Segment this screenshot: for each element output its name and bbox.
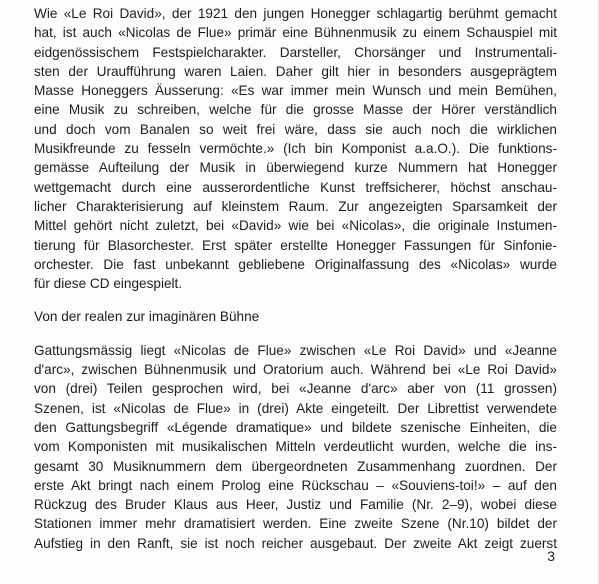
text-line: orchester. Die fast unbekannt gebliebene Originalfassung des «Nicolas» wurde bbox=[34, 256, 557, 272]
text-line: eine Musik zu schreiben, welche für die grosse Masse der Hörer verständlich bbox=[34, 102, 557, 118]
text-line: von (drei) Teilen gesprochen wird, bei «Jeanne d'arc» aber von (11 grossen) bbox=[34, 381, 557, 397]
text-column bbox=[34, 4, 557, 553]
text-line: hat, ist auch «Nicolas de Flue» primär eine Bühnenmusik zu einem Schauspiel mit bbox=[34, 25, 557, 41]
text-line: Szenen, ist «Nicolas de Flue» in (drei) Akte eingeteilt. Der Librettist verwendete bbox=[34, 400, 557, 416]
text-line: Masse Honeggers Äusserung: «Es war immer mein Wunsch und mein Bemühen, bbox=[34, 83, 557, 99]
text-line: Aufstieg in den Ranft, sie ist noch reicher ausgebaut. Der zweite Akt zeigt zuerst bbox=[34, 535, 557, 551]
text-line: erste Akt bringt nach einem Prolog eine Rückschau – «Souviens-toi!» – auf den bbox=[34, 477, 557, 493]
text-line: und doch vom Banalen so weit frei wäre, dass sie auch noch die wirklichen bbox=[34, 121, 557, 137]
text-line: licher Charakterisierung auf kleinstem Raum. Zur angezeigten Sparsamkeit der bbox=[34, 198, 557, 214]
section-heading-text: Von der realen zur imaginären Bühne bbox=[34, 309, 260, 325]
text-line: vom Komponisten mit musikalischen Mitteln verdeutlicht wurden, welche die ins- bbox=[34, 439, 557, 455]
paragraph-1 bbox=[34, 4, 557, 293]
text-line: Gattungsmässig liegt «Nicolas de Flue» zwischen «Le Roi David» und «Jeanne bbox=[34, 342, 557, 358]
text-line: tierung für Blasorchester. Erst später erstellte Honegger Fassungen für Sinfonie- bbox=[34, 237, 557, 253]
text-line: Wie «Le Roi David», der 1921 den jungen Honegger schlagartig berühmt gemacht bbox=[34, 6, 557, 21]
text-line: gesamt 30 Musiknummern dem übergeordneten Zusammenhang zuordnen. Der bbox=[34, 458, 557, 474]
text-line: sten der Uraufführung waren Laien. Daher gilt hier in besonders ausgeprägtem bbox=[34, 63, 557, 79]
paragraph-2 bbox=[34, 341, 557, 553]
text-line: Mittel gehört nicht zuletzt, bei «David» wie bei «Nicolas», die originale Instumen- bbox=[34, 218, 557, 234]
text-line: gemässe Aufteilung der Musik in überwiegend kurze Nummern hat Honegger bbox=[34, 160, 557, 176]
text-line: d'arc», zwischen Bühnenmusik und Oratorium auch. Während bei «Le Roi David» bbox=[34, 362, 557, 378]
text-line: für diese CD eingespielt. bbox=[34, 276, 183, 292]
text-line: Musikfreunde zu fesseln vermöchte.» (Ich bin Komponist a.a.O.). Die funktions- bbox=[34, 141, 557, 157]
text-line: Stationen immer mehr dramatisiert werden. Eine zweite Szene (Nr.10) bildet der bbox=[34, 516, 557, 532]
page-number: 3 bbox=[547, 548, 555, 564]
section-heading bbox=[34, 307, 557, 326]
text-line: Rückzug des Bruder Klaus aus Heer, Justiz und Familie (Nr. 2–9), wobei diese bbox=[34, 497, 557, 513]
text-line: den Gattungsbegriff «Légende dramatique» und bildete szenische Einheiten, die bbox=[34, 419, 557, 435]
text-line: eidgenössischem Festspielcharakter. Darsteller, Chorsänger und Instrumentali- bbox=[34, 44, 557, 60]
text-line: wettgemacht durch eine ausserordentliche Kunst treffsicherer, höchst anschau- bbox=[34, 179, 557, 195]
